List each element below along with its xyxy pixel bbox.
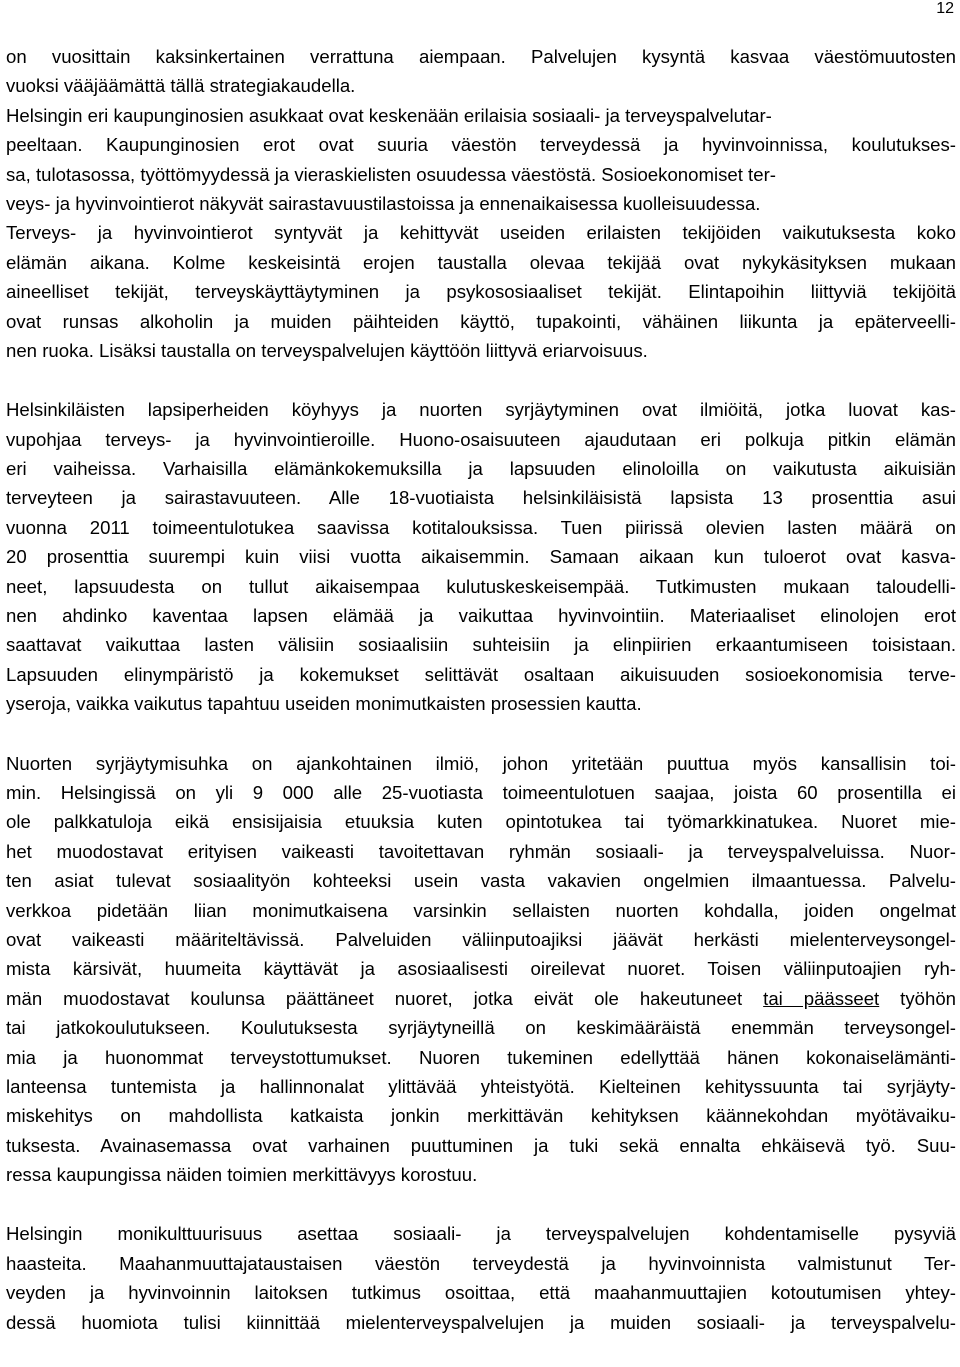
text-line: verkkoa pidetään liian monimutkaisena varsinkin sellaisten nuorten kohdalla, joiden ongelmat [6, 899, 956, 921]
text-line: eri vaiheissa. Varhaisilla elämänkokemuksilla ja lapsuuden elinoloilla on vaikutusta aikuisiän [6, 458, 956, 480]
text-line: Helsinkiläisten lapsiperheiden köyhyys ja nuorten syrjäytyminen ovat ilmiöitä, jotka luovat kas- [6, 399, 956, 421]
text-line: lanteensa tuntemista ja hallinnonalat ylittävää yhteistyötä. Kielteinen kehityssuunta tai syrjäyty- [6, 1075, 956, 1097]
text-line: ten asiat tulevat sosiaalityön kohteeksi usein vasta vakavien ongelmien ilmaantuessa. Palvelu- [6, 870, 956, 892]
text-line: nen ahdinko kaventaa lapsen elämää ja vaikuttaa hyvinvointiin. Materiaaliset elinolojen erot [6, 605, 956, 627]
text-line: min. Helsingissä on yli 9 000 alle 25-vuotiasta toimeentulotuen saajaa, joista 60 prosentilla ei [6, 781, 956, 803]
document-body [6, 42, 956, 1367]
text-line: haasteita. Maahanmuuttajataustaisen väestön terveydestä ja hyvinvoinnista valmistunut Ter- [6, 1252, 956, 1274]
page-number: 12 [936, 0, 954, 17]
text-line: saattavat vaikuttaa lasten välisiin sosiaalisiin suhteisiin ja elinpiirien erkaantumiseen toisistaan. [6, 634, 956, 656]
text-line: Helsingin monikulttuurisuus asettaa sosiaali- ja terveyspalvelujen kohdentamiselle pysyviä [6, 1223, 956, 1245]
text-line: ressa kaupungissa näiden toimien merkittävyys korostuu. [6, 1164, 478, 1186]
text-line: Terveys- ja hyvinvointierot syntyvät ja kehittyvät useiden erilaisten tekijöiden vaikutuksesta koko [6, 222, 956, 244]
underlined-text: tai päässeet [763, 987, 880, 1009]
text-line: Lapsuuden elinympäristö ja kokemukset selittävät osaltaan aikuisuuden sosioekonomisia terve- [6, 663, 956, 685]
text-line: ovat vaikeasti määriteltävissä. Palveluiden väliinputoajiksi jäävät herkästi mielenterveysongel- [6, 928, 956, 950]
text-line: mista kärsivät, huumeita käyttävät ja asosiaalisesti oireilevat nuoret. Toisen väliinputoajien ryh- [6, 958, 956, 980]
text-line: neet, lapsuudesta on tullut aikaisempaa kulutuskeskeisempää. Tutkimusten mukaan taloudelli- [6, 575, 956, 597]
text-line: peeltaan. Kaupunginosien erot ovat suuria väestön terveydessä ja hyvinvoinnissa, koulutukses- [6, 134, 956, 156]
text-line: mia ja huonommat terveystottumukset. Nuoren tukeminen edellyttää hänen kokonaiselämänti- [6, 1046, 956, 1068]
text-line: tuksesta. Avainasemassa ovat varhainen puuttuminen ja tuki sekä ennalta ehkäisevä työ. Suu- [6, 1134, 956, 1156]
text-line: het muodostavat erityisen vaikeasti tavoitettavan ryhmän sosiaali- ja terveyspalveluissa. Nuor- [6, 840, 956, 862]
text-line: aineelliset tekijät, terveyskäyttäytyminen ja psykososiaaliset tekijät. Elintapoihin liittyviä tekijöitä [6, 281, 956, 303]
text-line: Nuorten syrjäytymisuhka on ajankohtainen ilmiö, johon yritetään puuttua myös kansallisin toi- [6, 752, 956, 774]
text-line: tai jatkokoulutukseen. Koulutuksesta syrjäytyneillä on keskimääräistä enemmän terveysongel- [6, 1017, 956, 1039]
text-line: 20 prosenttia suurempi kuin viisi vuotta aikaisemmin. Samaan aikaan kun tuloerot ovat kasva- [6, 546, 956, 568]
text-segment: työhön [879, 987, 956, 1009]
text-line: on vuosittain kaksinkertainen verrattuna aiempaan. Palvelujen kysyntä kasvaa väestömuutosten [6, 46, 956, 67]
paragraph [6, 1219, 956, 1337]
text-line [6, 984, 956, 1013]
text-line: Helsingin eri kaupunginosien asukkaat ovat keskenään erilaisia sosiaali- ja terveyspalvelutar- [6, 104, 772, 126]
text-line: ovat runsas alkoholin ja muiden päihteiden käyttö, tupakointi, vähäinen liikunta ja epäterveelli- [6, 310, 956, 332]
text-line: yseroja, vaikka vaikutus tapahtuu useiden monimutkaisten prosessien kautta. [6, 693, 642, 715]
text-line: veyden ja hyvinvoinnin laitoksen tutkimus osoittaa, että maahanmuuttajien kotoutumisen yhtey- [6, 1282, 956, 1304]
text-line: vupohjaa terveys- ja hyvinvointieroille. Huono-osaisuuteen ajaudutaan eri polkuja pitkin elämän [6, 428, 956, 450]
text-line: veys- ja hyvinvointierot näkyvät sairastavuustilastoissa ja ennenaikaisessa kuolleisuudessa. [6, 192, 761, 214]
paragraph [6, 395, 956, 718]
text-line: nen ruoka. Lisäksi taustalla on terveyspalvelujen käyttöön liittyvä eriarvoisuus. [6, 339, 648, 361]
paragraph [6, 749, 956, 1190]
text-line: miskehitys on mahdollista katkaista jonkin merkittävän kehityksen käännekohdan myötävaiku- [6, 1105, 956, 1127]
text-line: elämän aikana. Kolme keskeisintä erojen taustalla olevaa tekijää ovat nykykäsityksen mukaan [6, 251, 956, 273]
text-line: vuonna 2011 toimeentulotukea saavissa kotitalouksissa. Tuen piirissä olevien lasten määrä on [6, 516, 956, 538]
text-line: terveyteen ja sairastavuuteen. Alle 18-vuotiaista helsinkiläisistä lapsista 13 prosenttia asui [6, 487, 956, 509]
text-line: sa, tulotasossa, työttömyydessä ja vieraskielisten osuudessa väestöstä. Sosioekonomiset ter- [6, 163, 776, 185]
text-line: vuoksi vääjäämättä tällä strategiakaudella. [6, 75, 356, 97]
text-segment: män muodostavat koulunsa päättäneet nuoret, jotka eivät ole hakeutuneet [6, 987, 764, 1009]
paragraph [6, 42, 956, 365]
text-line: dessä huomiota tulisi kiinnittää mielenterveyspalvelujen ja muiden sosiaali- ja terveyspalvelu- [6, 1311, 956, 1333]
text-line: ole palkkatuloja eikä ensisijaisia etuuksia kuten opintotukea tai työmarkkinatukea. Nuoret mie- [6, 811, 956, 833]
